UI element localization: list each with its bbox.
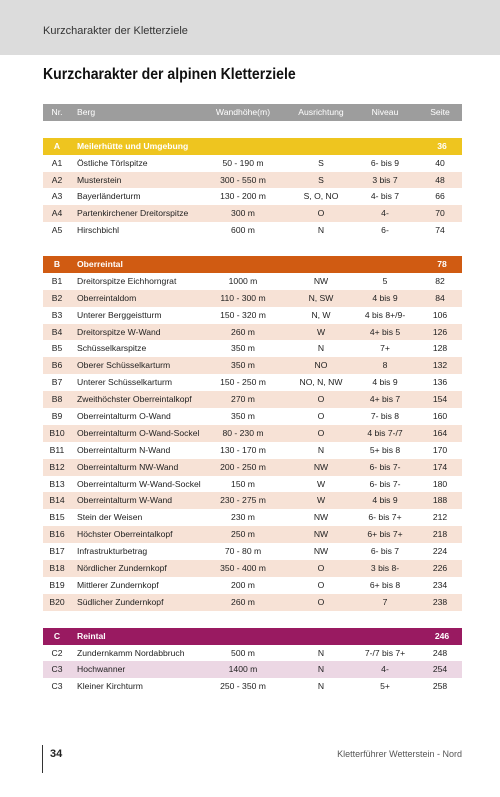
cell-nr: A2 — [51, 174, 63, 185]
cell-nr: B12 — [49, 461, 65, 472]
header-nr: Nr. — [51, 107, 63, 117]
cell-ausrichtung: O — [317, 579, 325, 590]
cell-berg: Oberreintalturm NW-Wand — [77, 461, 179, 472]
cell-niveau: 6- bis 7- — [369, 478, 401, 489]
header-seite: Seite — [430, 107, 450, 117]
cell-berg: Oberreintalturm N-Wand — [77, 444, 171, 455]
cell-wandhoehe: 130 - 200 m — [220, 191, 266, 202]
cell-berg: Infrastrukturbetrag — [77, 546, 148, 557]
cell-berg: Oberreintalturm O-Wand-Sockel — [77, 427, 200, 438]
cell-berg: Südlicher Zundernkopf — [77, 596, 164, 607]
table-row — [43, 492, 462, 509]
table-row — [43, 560, 462, 577]
table-row — [43, 273, 462, 290]
cell-niveau: 6- bis 7 — [370, 546, 400, 557]
section-title: Reintal — [77, 630, 106, 641]
table-row — [43, 324, 462, 341]
cell-seite: 132 — [432, 360, 448, 371]
cell-niveau: 6+ bis 8 — [369, 579, 401, 590]
table-row — [43, 661, 462, 678]
climbing-targets-table — [43, 104, 462, 695]
section-header — [43, 138, 462, 155]
cell-nr: C3 — [51, 681, 63, 692]
cell-wandhoehe: 500 m — [231, 647, 255, 658]
section-letter: A — [53, 140, 61, 151]
table-row — [43, 188, 462, 205]
section-header — [43, 628, 462, 645]
cell-berg: Dreitorspitze Eichhorngrat — [77, 275, 177, 286]
cell-niveau: 5 — [382, 275, 388, 286]
cell-nr: B6 — [51, 360, 63, 371]
cell-seite: 170 — [432, 444, 448, 455]
table-row — [43, 290, 462, 307]
cell-seite: 224 — [432, 546, 448, 557]
cell-seite: 160 — [432, 411, 448, 422]
section-spacer — [43, 239, 462, 256]
table-row — [43, 408, 462, 425]
cell-ausrichtung: O — [317, 411, 325, 422]
cell-niveau: 3 bis 7 — [372, 174, 398, 185]
cell-nr: B20 — [49, 596, 65, 607]
cell-niveau: 4- bis 7 — [370, 191, 400, 202]
cell-nr: B15 — [49, 512, 65, 523]
cell-ausrichtung: O — [317, 596, 325, 607]
footer-book-title: Kletterführer Wetterstein - Nord — [337, 749, 462, 759]
table-row — [43, 172, 462, 189]
table-row — [43, 442, 462, 459]
cell-ausrichtung: NW — [313, 461, 329, 472]
section-title: Oberreintal — [77, 259, 123, 270]
cell-berg: Dreitorspitze W-Wand — [77, 326, 161, 337]
cell-nr: B10 — [49, 427, 65, 438]
table-row — [43, 340, 462, 357]
cell-nr: B16 — [49, 529, 65, 540]
cell-berg: Oberreintalturm O-Wand — [77, 411, 171, 422]
cell-seite: 106 — [432, 309, 448, 320]
cell-nr: A3 — [51, 191, 63, 202]
cell-wandhoehe: 200 - 250 m — [220, 461, 266, 472]
cell-ausrichtung: N, W — [311, 309, 331, 320]
cell-niveau: 5+ bis 8 — [369, 444, 401, 455]
cell-seite: 84 — [435, 292, 445, 303]
cell-wandhoehe: 150 - 250 m — [220, 377, 266, 388]
cell-berg: Unterer Berggeistturm — [77, 309, 162, 320]
cell-seite: 40 — [435, 157, 445, 168]
cell-ausrichtung: NW — [313, 546, 329, 557]
cell-niveau: 3 bis 8- — [370, 563, 400, 574]
cell-wandhoehe: 80 - 230 m — [222, 427, 264, 438]
cell-nr: B4 — [51, 326, 63, 337]
table-row — [43, 205, 462, 222]
cell-nr: A1 — [51, 157, 63, 168]
header-niveau: Niveau — [371, 107, 399, 117]
cell-niveau: 4 bis 9 — [372, 377, 398, 388]
cell-berg: Nördlicher Zundernkopf — [77, 563, 167, 574]
table-row — [43, 357, 462, 374]
cell-nr: C2 — [51, 647, 63, 658]
cell-seite: 212 — [432, 512, 448, 523]
cell-nr: A4 — [51, 208, 63, 219]
header-berg: Berg — [77, 107, 96, 117]
cell-wandhoehe: 250 - 350 m — [220, 681, 266, 692]
cell-nr: B8 — [51, 394, 63, 405]
cell-ausrichtung: N — [317, 681, 325, 692]
cell-niveau: 6- bis 7+ — [368, 512, 402, 523]
cell-wandhoehe: 150 m — [231, 478, 255, 489]
cell-ausrichtung: N, SW — [308, 292, 334, 303]
cell-seite: 180 — [432, 478, 448, 489]
cell-ausrichtung: W — [316, 495, 326, 506]
cell-wandhoehe: 1000 m — [228, 275, 258, 286]
cell-nr: B19 — [49, 579, 65, 590]
cell-ausrichtung: NW — [313, 275, 329, 286]
cell-niveau: 4- — [381, 208, 389, 219]
cell-seite: 66 — [435, 191, 445, 202]
section-page: 246 — [434, 630, 450, 641]
table-row — [43, 543, 462, 560]
cell-berg: Zundernkamm Nordabbruch — [77, 647, 185, 658]
cell-seite: 164 — [432, 427, 448, 438]
cell-berg: Bayerländerturm — [77, 191, 141, 202]
header-ausrichtung: Ausrichtung — [298, 107, 344, 117]
cell-wandhoehe: 250 m — [231, 529, 255, 540]
cell-niveau: 7+ — [380, 343, 390, 354]
cell-nr: B3 — [51, 309, 63, 320]
cell-ausrichtung: N — [317, 343, 325, 354]
table-row — [43, 222, 462, 239]
table-header-row — [43, 104, 462, 121]
cell-berg: Kleiner Kirchturm — [77, 681, 143, 692]
cell-niveau: 4+ bis 5 — [369, 326, 401, 337]
page-title: Kurzcharakter der alpinen Kletterziele — [43, 66, 296, 83]
cell-seite: 218 — [432, 529, 448, 540]
cell-wandhoehe: 260 m — [231, 326, 255, 337]
cell-ausrichtung: N — [317, 664, 325, 675]
table-row — [43, 509, 462, 526]
cell-nr: A5 — [51, 225, 63, 236]
cell-berg: Unterer Schüsselkarturm — [77, 377, 173, 388]
cell-berg: Musterstein — [77, 174, 122, 185]
section-page: 36 — [437, 140, 447, 151]
cell-ausrichtung: N — [317, 647, 325, 658]
cell-ausrichtung: N — [317, 225, 325, 236]
cell-ausrichtung: O — [317, 394, 325, 405]
cell-wandhoehe: 270 m — [231, 394, 255, 405]
cell-berg: Oberer Schüsselkarturm — [77, 360, 171, 371]
table-row — [43, 391, 462, 408]
cell-seite: 258 — [432, 681, 448, 692]
cell-seite: 48 — [435, 174, 445, 185]
cell-seite: 248 — [432, 647, 448, 658]
running-header-title: Kurzcharakter der Kletterziele — [43, 25, 188, 37]
cell-wandhoehe: 130 - 170 m — [220, 444, 266, 455]
cell-wandhoehe: 350 - 400 m — [220, 563, 266, 574]
cell-nr: B2 — [51, 292, 63, 303]
running-header-bar — [0, 0, 500, 55]
cell-berg: Oberreintalturm W-Wand — [77, 495, 173, 506]
cell-wandhoehe: 1400 m — [228, 664, 258, 675]
cell-nr: B11 — [49, 444, 65, 455]
cell-nr: B18 — [49, 563, 65, 574]
section-letter: C — [53, 630, 61, 641]
cell-wandhoehe: 350 m — [231, 343, 255, 354]
cell-seite: 234 — [432, 579, 448, 590]
cell-wandhoehe: 200 m — [231, 579, 255, 590]
section-spacer — [43, 121, 462, 138]
cell-seite: 70 — [435, 208, 445, 219]
cell-seite: 154 — [432, 394, 448, 405]
cell-wandhoehe: 260 m — [231, 596, 255, 607]
cell-ausrichtung: S, O, NO — [303, 191, 339, 202]
cell-berg: Hochwanner — [77, 664, 126, 675]
cell-niveau: 5+ — [380, 681, 390, 692]
cell-berg: Höchster Oberreintalkopf — [77, 529, 173, 540]
cell-berg: Mittlerer Zundernkopf — [77, 579, 159, 590]
cell-niveau: 4 bis 9 — [372, 495, 398, 506]
cell-seite: 226 — [432, 563, 448, 574]
cell-nr: B14 — [49, 495, 65, 506]
table-row — [43, 307, 462, 324]
footer-divider — [42, 745, 43, 773]
cell-seite: 74 — [435, 225, 445, 236]
cell-wandhoehe: 150 - 320 m — [220, 309, 266, 320]
cell-berg: Zweithöchster Oberreintalkopf — [77, 394, 192, 405]
cell-seite: 174 — [432, 461, 448, 472]
cell-berg: Partenkirchener Dreitorspitze — [77, 208, 189, 219]
cell-seite: 82 — [435, 275, 445, 286]
cell-nr: B9 — [51, 411, 63, 422]
cell-wandhoehe: 50 - 190 m — [222, 157, 264, 168]
section-page: 78 — [437, 259, 447, 270]
cell-ausrichtung: NO, N, NW — [299, 377, 343, 388]
table-row — [43, 155, 462, 172]
cell-ausrichtung: NW — [313, 529, 329, 540]
cell-niveau: 4+ bis 7 — [369, 394, 401, 405]
cell-wandhoehe: 600 m — [231, 225, 255, 236]
cell-nr: B17 — [49, 546, 65, 557]
cell-berg: Hirschbichl — [77, 225, 120, 236]
cell-nr: B13 — [49, 478, 65, 489]
table-row — [43, 645, 462, 662]
cell-ausrichtung: O — [317, 563, 325, 574]
cell-niveau: 7-/7 bis 7+ — [364, 647, 406, 658]
cell-wandhoehe: 230 m — [231, 512, 255, 523]
cell-berg: Oberreintalturm W-Wand-Sockel — [77, 478, 201, 489]
cell-niveau: 6+ bis 7+ — [367, 529, 403, 540]
cell-niveau: 4- — [381, 664, 389, 675]
cell-seite: 128 — [432, 343, 448, 354]
table-row — [43, 526, 462, 543]
section-spacer — [43, 611, 462, 628]
cell-nr: B7 — [51, 377, 63, 388]
table-row — [43, 678, 462, 695]
cell-ausrichtung: NW — [313, 512, 329, 523]
cell-ausrichtung: NO — [314, 360, 328, 371]
cell-niveau: 8 — [382, 360, 388, 371]
table-row — [43, 425, 462, 442]
table-row — [43, 374, 462, 391]
cell-nr: B5 — [51, 343, 63, 354]
cell-seite: 238 — [432, 596, 448, 607]
section-title: Meilerhütte und Umgebung — [77, 140, 189, 151]
cell-niveau: 4 bis 7-/7 — [367, 427, 403, 438]
cell-wandhoehe: 230 - 275 m — [220, 495, 266, 506]
cell-nr: C3 — [51, 664, 63, 675]
cell-niveau: 7- bis 8 — [370, 411, 400, 422]
cell-seite: 188 — [432, 495, 448, 506]
cell-niveau: 6- bis 7- — [369, 461, 401, 472]
table-row — [43, 476, 462, 493]
cell-wandhoehe: 70 - 80 m — [224, 546, 262, 557]
cell-ausrichtung: W — [316, 326, 326, 337]
cell-berg: Stein der Weisen — [77, 512, 143, 523]
cell-wandhoehe: 300 - 550 m — [220, 174, 266, 185]
cell-berg: Schüsselkarspitze — [77, 343, 147, 354]
table-row — [43, 459, 462, 476]
cell-berg: Oberreintaldom — [77, 292, 137, 303]
cell-niveau: 6- — [381, 225, 389, 236]
cell-seite: 136 — [432, 377, 448, 388]
cell-seite: 254 — [432, 664, 448, 675]
page-number: 34 — [50, 748, 63, 760]
cell-ausrichtung: S — [318, 174, 324, 185]
cell-seite: 126 — [432, 326, 448, 337]
cell-ausrichtung: O — [317, 427, 325, 438]
cell-ausrichtung: O — [317, 208, 325, 219]
cell-niveau: 6- bis 9 — [370, 157, 400, 168]
cell-wandhoehe: 300 m — [231, 208, 255, 219]
cell-ausrichtung: N — [317, 444, 325, 455]
cell-ausrichtung: S — [318, 157, 324, 168]
cell-wandhoehe: 110 - 300 m — [220, 292, 266, 303]
cell-wandhoehe: 350 m — [231, 411, 255, 422]
cell-nr: B1 — [51, 275, 63, 286]
cell-wandhoehe: 350 m — [231, 360, 255, 371]
section-letter: B — [53, 259, 61, 270]
header-wandhoehe: Wandhöhe(m) — [215, 107, 271, 117]
cell-niveau: 7 — [382, 596, 388, 607]
table-row — [43, 577, 462, 594]
cell-ausrichtung: W — [316, 478, 326, 489]
section-header — [43, 256, 462, 273]
cell-niveau: 4 bis 9 — [372, 292, 398, 303]
cell-niveau: 4 bis 8+/9- — [364, 309, 406, 320]
cell-berg: Östliche Törlspitze — [77, 157, 148, 168]
table-row — [43, 594, 462, 611]
